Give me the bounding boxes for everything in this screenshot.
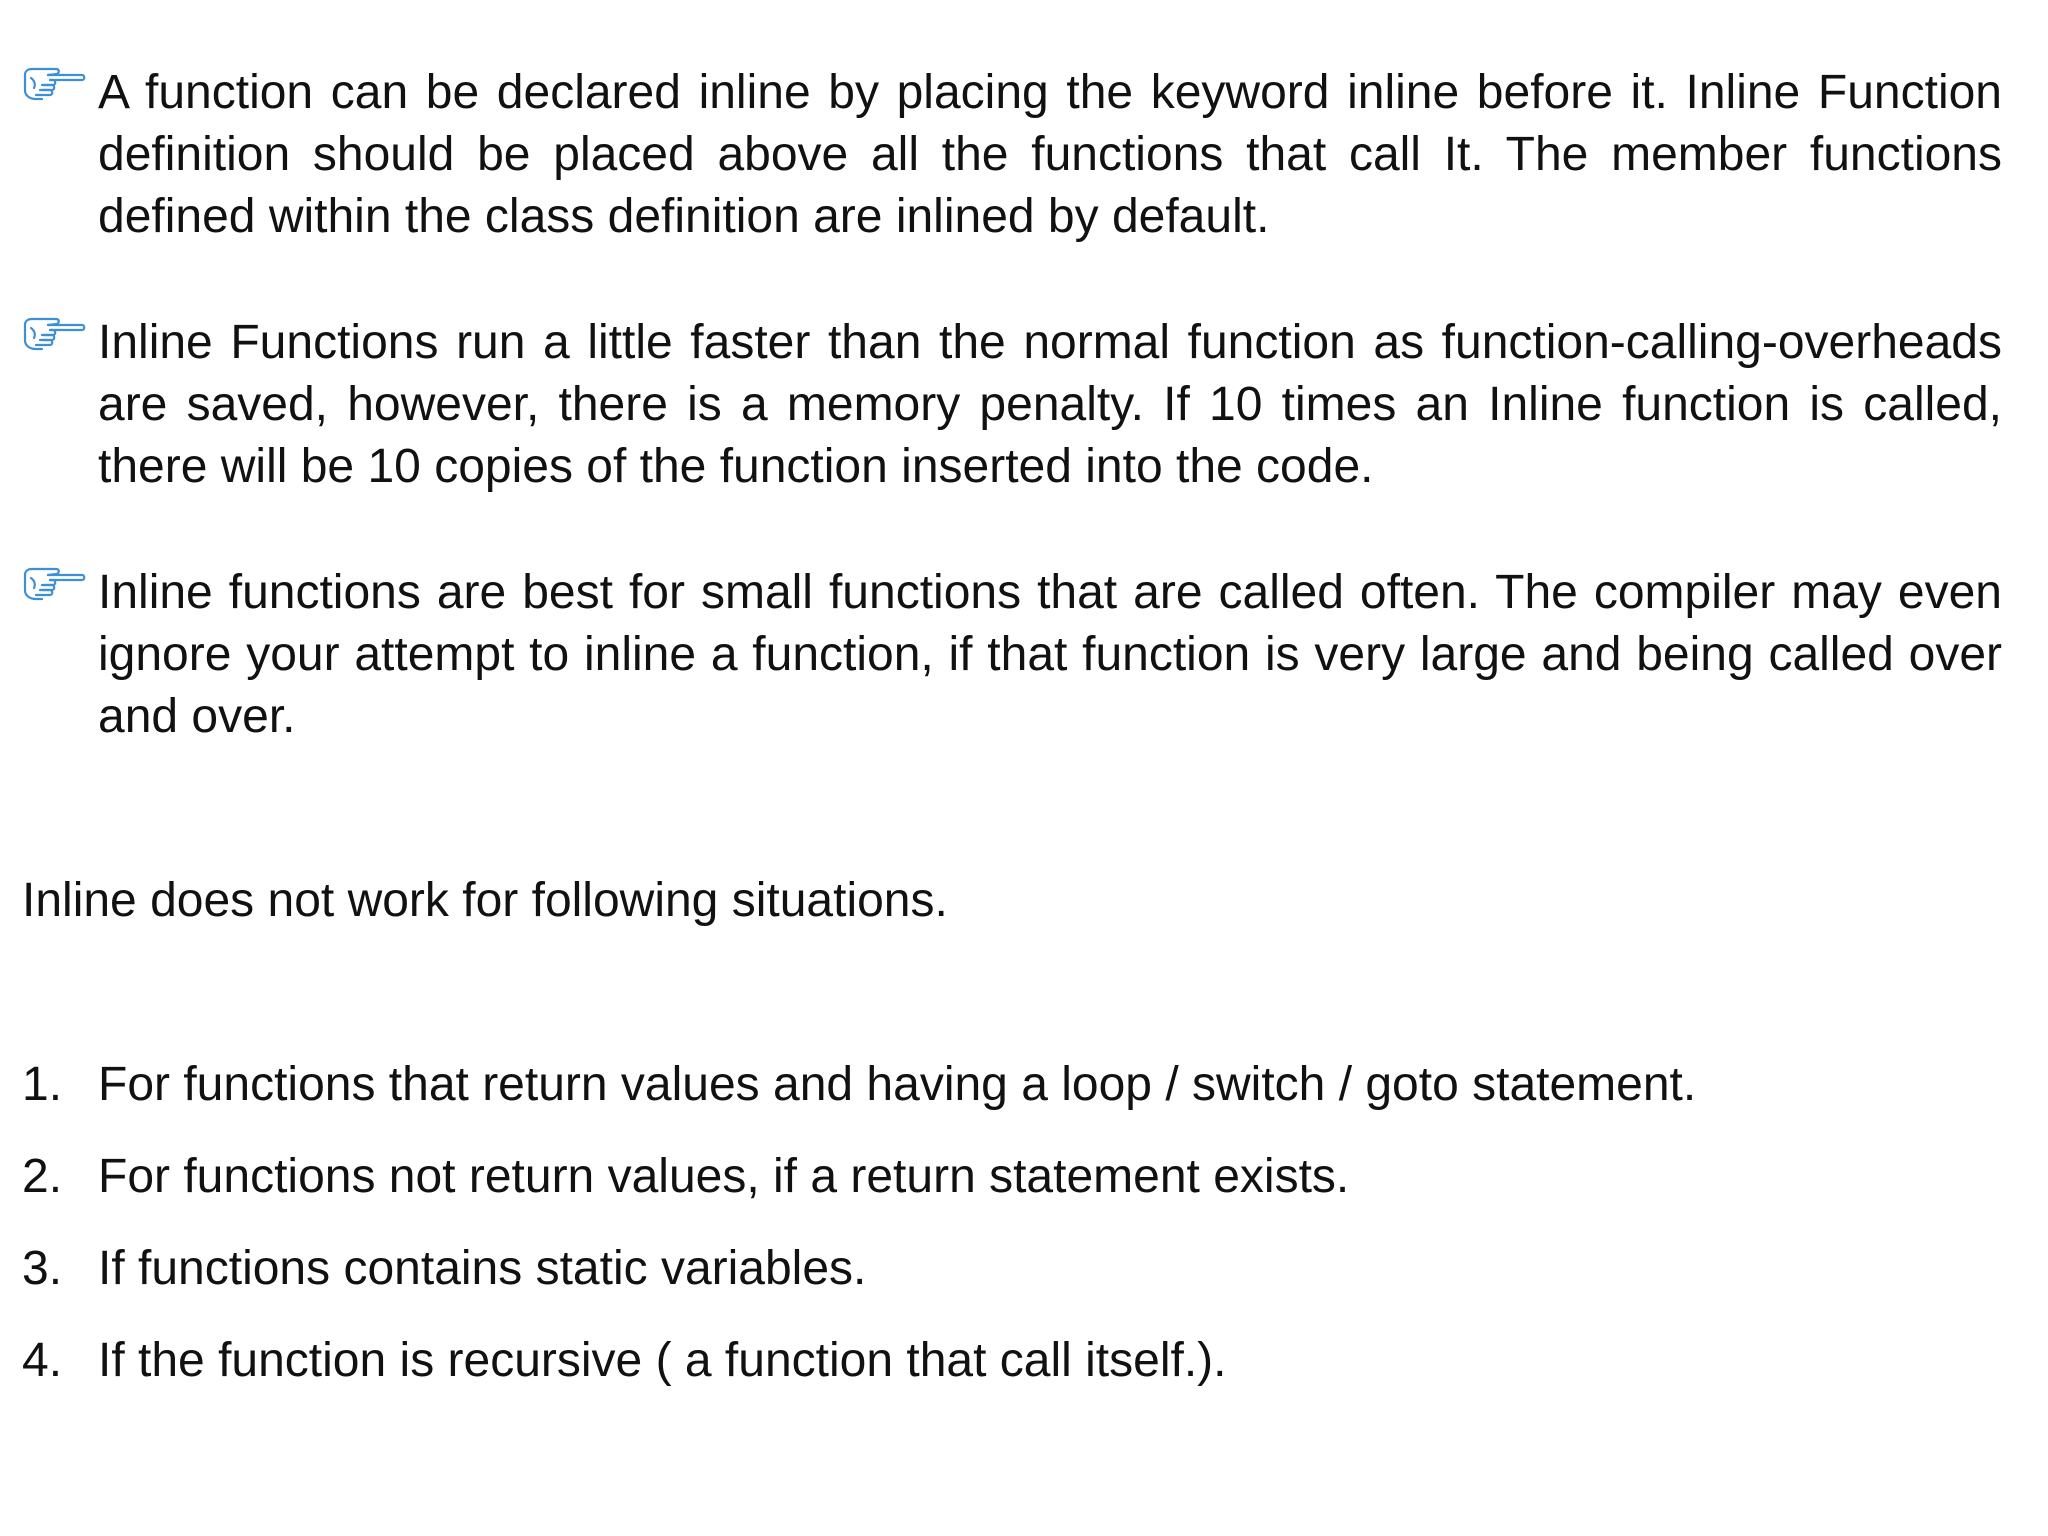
list-item — [22, 1238, 2002, 1300]
bullet-item — [22, 312, 2002, 498]
bullet-item — [22, 562, 2002, 748]
bullet-text: Inline functions are best for small functions that are called often. The compiler may even ignore your attempt to inline a function, if that function is very large and being called over and over. — [98, 566, 2002, 743]
list-item — [22, 1054, 2002, 1116]
situations-heading: Inline does not work for following situations. — [22, 874, 948, 927]
bullet-text: Inline Functions run a little faster than the normal function as function-calling-overheads are saved, however, there is a memory penalty. If 10 times an Inline function is called, there will be 10 copies of the function inserted into the code. — [98, 316, 2002, 493]
list-item — [22, 1330, 2002, 1392]
situations-list — [22, 1054, 2002, 1422]
list-item-number: 1. — [22, 1058, 63, 1111]
list-item-text: If the function is recursive ( a function that call itself.). — [98, 1334, 1227, 1387]
list-item-number: 3. — [22, 1242, 63, 1295]
bullet-list — [22, 62, 2002, 748]
list-item-number: 4. — [22, 1334, 63, 1387]
bullet-text: A function can be declared inline by placing the keyword inline before it. Inline Function definition should be placed above all the functions that call It. The member functions defined within the class definition are inlined by default. — [98, 66, 2002, 243]
list-item-text: For functions that return values and having a loop / switch / goto statement. — [98, 1058, 1697, 1111]
pointing-hand-icon — [22, 566, 86, 604]
list-item-text: For functions not return values, if a return statement exists. — [98, 1150, 1350, 1203]
pointing-hand-icon — [22, 316, 86, 354]
list-item-text: If functions contains static variables. — [98, 1242, 867, 1295]
bullet-item — [22, 62, 2002, 248]
pointing-hand-icon — [22, 66, 86, 104]
list-item-number: 2. — [22, 1150, 63, 1203]
list-item — [22, 1146, 2002, 1208]
